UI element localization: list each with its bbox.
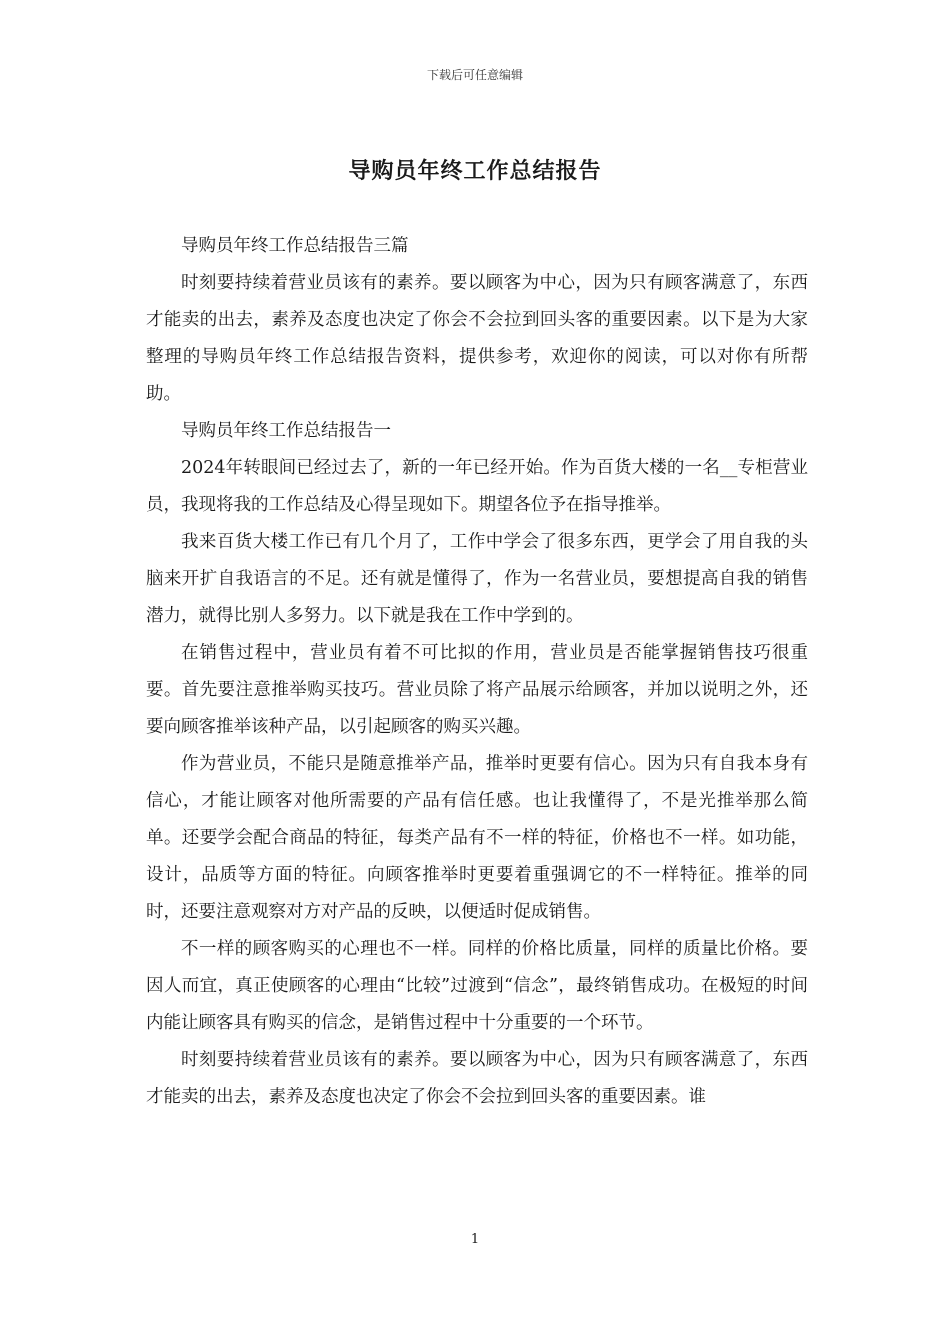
document-title: 导购员年终工作总结报告 [348,158,602,184]
paragraph: 时刻要持续着营业员该有的素养。要以顾客为中心，因为只有顾客满意了，东西才能卖的出去，素养及态度也决定了你会不会拉到回头客的重要因素。以下是为大家整理的导购员年终工作总结报告资料，提供参考，欢迎你的阅读，可以对你有所帮助。 [146,273,808,404]
paragraph: 导购员年终工作总结报告一 [181,421,391,441]
paragraph: 在销售过程中，营业员有着不可比拟的作用，营业员是否能掌握销售技巧很重要。首先要注意推举购买技巧。营业员除了将产品展示给顾客，并加以说明之外，还要向顾客推举该种产品，以引起顾客的购买兴趣。 [146,643,808,737]
paragraph: 时刻要持续着营业员该有的素养。要以顾客为中心，因为只有顾客满意了，东西才能卖的出去，素养及态度也决定了你会不会拉到回头客的重要因素。谁 [146,1050,808,1107]
paragraph: 导购员年终工作总结报告三篇 [181,236,409,256]
paragraph: 不一样的顾客购买的心理也不一样。同样的价格比质量，同样的质量比价格。要因人而宜，真正使顾客的心理由“比较”过渡到“信念”，最终销售成功。在极短的时间内能让顾客具有购买的信念，是销售过程中十分重要的一个环节。 [146,939,808,1033]
paragraph: 2024年转眼间已经过去了，新的一年已经开始。作为百货大楼的一名__专柜营业员，我现将我的工作总结及心得呈现如下。期望各位予在指导推举。 [146,458,808,515]
document-body [146,228,808,1116]
paragraph: 我来百货大楼工作已有几个月了，工作中学会了很多东西，更学会了用自我的头脑来开扩自我语言的不足。还有就是懂得了，作为一名营业员，要想提高自我的销售潜力，就得比别人多努力。以下就是我在工作中学到的。 [146,532,808,626]
header-note: 下载后可任意编辑 [426,68,523,82]
page-number: 1 [470,1232,480,1247]
paragraph: 作为营业员，不能只是随意推举产品，推举时更要有信心。因为只有自我本身有信心，才能让顾客对他所需要的产品有信任感。也让我懂得了，不是光推举那么简单。还要学会配合商品的特征，每类产品有不一样的特征，价格也不一样。如功能，设计，品质等方面的特征。向顾客推举时更要着重强调它的不一样特征。推举的同时，还要注意观察对方对产品的反映，以便适时促成销售。 [146,754,808,922]
